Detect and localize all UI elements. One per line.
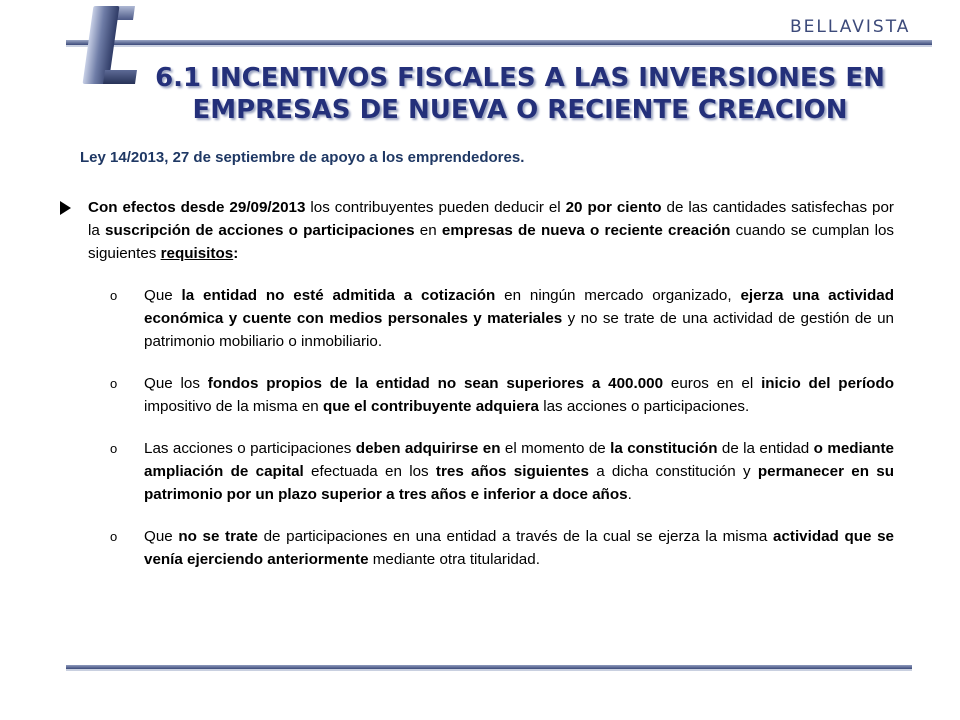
text-bold: la constitución xyxy=(610,440,718,457)
text: y no se trate de una actividad de gestión de un patrimonio mobiliario o inmobiliario. xyxy=(144,310,894,350)
text: las acciones o participaciones. xyxy=(539,398,750,415)
text: mediante otra titularidad. xyxy=(368,551,540,568)
main-bullet xyxy=(60,196,894,265)
text-bold: o mediante ampliación de capital xyxy=(144,440,894,480)
text-bold: inicio del período xyxy=(761,375,894,392)
text: Las acciones o participaciones xyxy=(144,440,356,457)
text-bold: que el contribuyente adquiera xyxy=(322,398,539,415)
text-bold: tres años siguientes xyxy=(435,463,589,480)
arrow-bullet-icon xyxy=(60,201,71,215)
text-bold: actividad que se venía ejerciendo anteriormente xyxy=(144,528,894,568)
text-bold: no se trate xyxy=(178,528,258,545)
content-body xyxy=(60,196,894,571)
header-rule xyxy=(66,40,932,45)
circle-bullet-icon: o xyxy=(110,441,118,456)
footer-rule xyxy=(66,665,912,669)
text: cuando se cumplan los siguientes xyxy=(88,222,894,262)
title-line-1: 6.1 INCENTIVOS FISCALES A LAS INVERSIONES EN xyxy=(155,63,885,93)
text: . xyxy=(627,486,632,503)
text: impositivo de la misma en xyxy=(144,398,323,415)
text: los contribuyentes pueden deducir el xyxy=(305,199,566,216)
text-bold: deben adquirirse en xyxy=(355,440,501,457)
circle-bullet-icon: o xyxy=(110,376,118,391)
text: Que xyxy=(144,287,182,304)
requisitos-label: requisitos xyxy=(160,245,234,262)
text: efectuada en los xyxy=(303,463,436,480)
requirement-2 xyxy=(60,372,894,418)
text-bold: la entidad no esté admitida a cotización xyxy=(181,287,496,304)
text-bold: : xyxy=(233,245,239,262)
text-bold: suscripción de acciones o participaciones xyxy=(105,222,415,239)
text-bold: Con efectos desde 29/09/2013 xyxy=(88,199,306,216)
text-bold: ejerza una actividad económica y cuente con medios personales y materiales xyxy=(144,287,895,327)
text-bold: permanecer en su patrimonio por un plazo superior a tres años e inferior a doce años xyxy=(144,463,894,503)
law-reference: Ley 14/2013, 27 de septiembre de apoyo a los emprendedores. xyxy=(80,149,525,166)
text: el momento de xyxy=(500,440,611,457)
text: en ningún mercado organizado, xyxy=(495,287,741,304)
title-line-2: EMPRESAS DE NUEVA O RECIENTE CREACION xyxy=(192,95,848,125)
requirement-4 xyxy=(60,525,894,571)
text-bold: fondos propios de la entidad no sean superiores a 400.000 xyxy=(207,375,664,392)
text-bold-underlined xyxy=(161,245,234,262)
text-bold: empresas de nueva o reciente creación xyxy=(441,222,731,239)
circle-bullet-icon: o xyxy=(110,288,118,303)
text: a dicha constitución y xyxy=(588,463,758,480)
text-bold: 20 por ciento xyxy=(565,199,662,216)
text: Que xyxy=(144,528,179,545)
brand-name: BELLAVISTA xyxy=(790,17,911,37)
text: de participaciones en una entidad a través de la cual se ejerza la misma xyxy=(257,528,773,545)
text: en xyxy=(414,222,442,239)
text: de las cantidades satisfechas por la xyxy=(88,199,894,239)
text: de la entidad xyxy=(717,440,814,457)
requirement-1 xyxy=(60,284,894,353)
slide-title xyxy=(120,62,920,126)
text: Que los xyxy=(144,375,208,392)
circle-bullet-icon: o xyxy=(110,529,118,544)
text: euros en el xyxy=(663,375,762,392)
requirement-3 xyxy=(60,437,894,506)
